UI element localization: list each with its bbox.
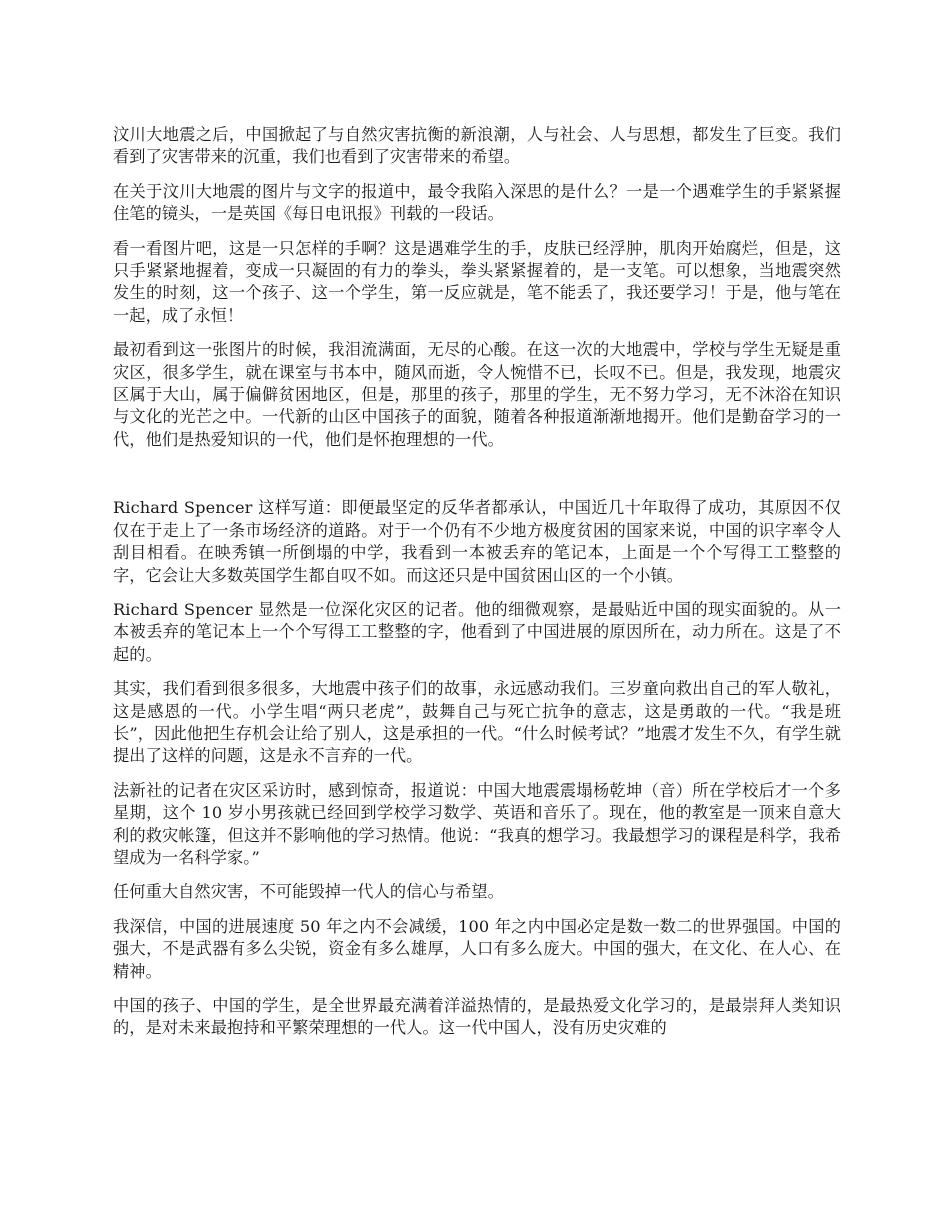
paragraph-intro: 汶川大地震之后，中国掀起了与自然灾害抗衡的新浪潮，人与社会、人与思想，都发生了巨变。我们看到了灾害带来的沉重，我们也看到了灾害带来的希望。: [113, 125, 841, 167]
paragraph-spencer-comment: Richard Spencer 显然是一位深化灾区的记者。他的细微观察，是最贴近中国的现实面貌的。从一本被丢弃的笔记本上一个个写得工工整整的字，他看到了中国进展的原因所在，动力所在。这是了不起的。: [113, 599, 841, 664]
paragraph-first-impression: 最初看到这一张图片的时候，我泪流满面，无尽的心酸。在这一次的大地震中，学校与学生无疑是重灾区，很多学生，就在课室与书本中，随风而逝，令人惋惜不已，长叹不已。但是，我发现，地震灾区属于大山，属于偏僻贫困地区，但是，那里的孩子，那里的学生，无不努力学习，无不沐浴在知识与文化的光芒之中。一代新的山区中国孩子的面貌，随着各种报道渐渐地揭开。他们是勤奋学习的一代，他们是热爱知识的一代，他们是怀抱理想的一代。: [113, 340, 841, 449]
paragraph-chinese-students: 中国的孩子、中国的学生，是全世界最充满着洋溢热情的，是最热爱文化学习的，是最崇拜人类知识的，是对未来最抱持和平繁荣理想的一代人。这一代中国人，没有历史灾难的: [113, 996, 841, 1038]
paragraph-hope: 任何重大自然灾害，不可能毁掉一代人的信心与希望。: [113, 882, 504, 902]
paragraph-afp-report: 法新社的记者在灾区采访时，感到惊奇，报道说：中国大地震震塌杨乾坤（音）所在学校后才一个多星期，这个 10 岁小男孩就已经回到学校学习数学、英语和音乐了。现在，他的教室是一顶来自意大利的救灾帐篷，但这并不影响他的学习热情。他说：“我真的想学习。我最想学习的课程是科学，我希望成为一名科学家。”: [113, 780, 841, 867]
paragraph-spencer-quote: Richard Spencer 这样写道：即便最坚定的反华者都承认，中国近几十年取得了成功，其原因不仅仅在于走上了一条市场经济的道路。对于一个仍有不少地方极度贫困的国家来说，中国的识字率令人刮目相看。在映秀镇一所倒塌的中学，我看到一本被丢弃的笔记本，上面是一个个写得工工整整的字，它会让大多数英国学生都自叹不如。而这还只是中国贫困山区的一个小镇。: [113, 498, 841, 585]
paragraph-hand-photo: 看一看图片吧，这是一只怎样的手啊？这是遇难学生的手，皮肤已经浮肿，肌肉开始腐烂，但是，这只手紧紧地握着，变成一只凝固的有力的拳头，拳头紧紧握着的，是一支笔。可以想象，当地震突然发生的时刻，这一个孩子、这一个学生，第一反应就是，笔不能丢了，我还要学习！于是，他与笔在一起，成了永恒！: [113, 238, 841, 325]
paragraph-belief: 我深信，中国的进展速度 50 年之内不会减缓，100 年之内中国必定是数一数二的世界强国。中国的强大，不是武器有多么尖锐，资金有多么雄厚，人口有多么庞大。中国的强大，在文化、在人心、在精神。: [113, 916, 841, 981]
paragraph-question: 在关于汶川大地震的图片与文字的报道中，最令我陷入深思的是什么？一是一个遇难学生的手紧紧握住笔的镜头，一是英国《每日电讯报》刊载的一段话。: [113, 181, 841, 224]
document-body: [113, 124, 841, 1052]
paragraph-children-stories: 其实，我们看到很多很多，大地震中孩子们的故事，永远感动我们。三岁童向救出自己的军人敬礼，这是感恩的一代。小学生唱“两只老虎”，鼓舞自己与死亡抗争的意志，这是勇敢的一代。“我是班长”，因此他把生存机会让给了别人，这是承担的一代。“什么时候考试？”地震才发生不久，有学生就提出了这样的问题，这是永不言弃的一代。: [113, 679, 841, 766]
